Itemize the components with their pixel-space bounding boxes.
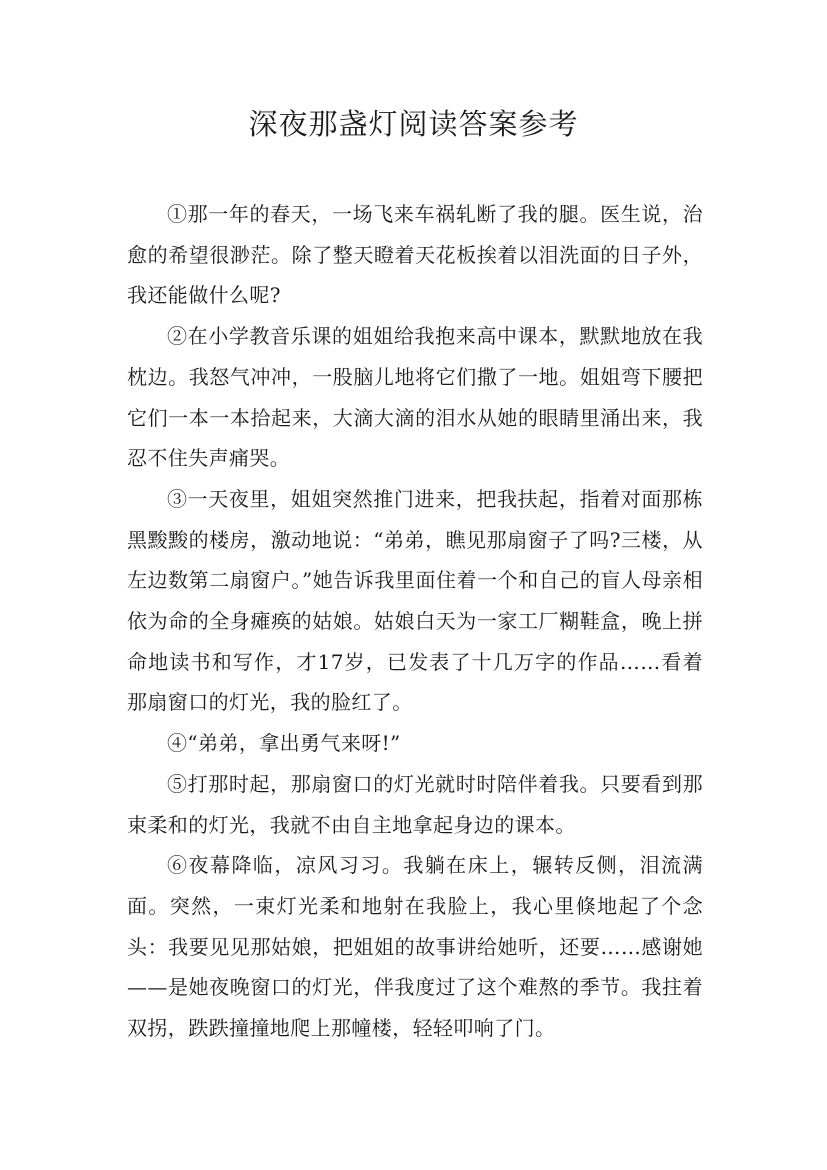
document-title: 深夜那盏灯阅读答案参考 <box>248 107 579 141</box>
document-body <box>127 194 703 1049</box>
paragraph-2: ②在小学教音乐课的姐姐给我抱来高中课本，默默地放在我枕边。我怒气冲冲，一股脑儿地将它们撒了一地。姐姐弯下腰把它们一本一本拾起来，大滴大滴的泪水从她的眼睛里涌出来，我忍不住失声痛哭。 <box>127 324 703 471</box>
paragraph-1: ①那一年的春天，一场飞来车祸轧断了我的腿。医生说，治愈的希望很渺茫。除了整天瞪着天花板挨着以泪洗面的日子外，我还能做什么呢? <box>127 202 703 308</box>
paragraph-4: ④“弟弟，拿出勇气来呀!” <box>167 731 401 756</box>
paragraph-5: ⑤打那时起，那扇窗口的灯光就时时陪伴着我。只要看到那束柔和的灯光，我就不由自主地拿起身边的课本。 <box>127 771 703 837</box>
paragraph-6: ⑥夜幕降临，凉风习习。我躺在床上，辗转反侧，泪流满面。突然，一束灯光柔和地射在我脸上，我心里倏地起了个念头：我要见见那姑娘，把姐姐的故事讲给她听，还要……感谢她——是她夜晚窗口的灯光，伴我度过了这个难熬的季节。我拄着双拐，跌跌撞撞地爬上那幢楼，轻轻叩响了门。 <box>127 853 703 1041</box>
paragraph-3: ③一天夜里，姐姐突然推门进来，把我扶起，指着对面那栋黑黢黢的楼房，激动地说：“弟弟，瞧见那扇窗子了吗?三楼，从左边数第二扇窗户。”她告诉我里面住着一个和自己的盲人母亲相依为命的全身瘫痪的姑娘。姑娘白天为一家工厂糊鞋盒，晚上拼命地读书和写作，才17岁，已发表了十几万字的作品……看着那扇窗口的灯光，我的脸红了。 <box>127 486 703 715</box>
